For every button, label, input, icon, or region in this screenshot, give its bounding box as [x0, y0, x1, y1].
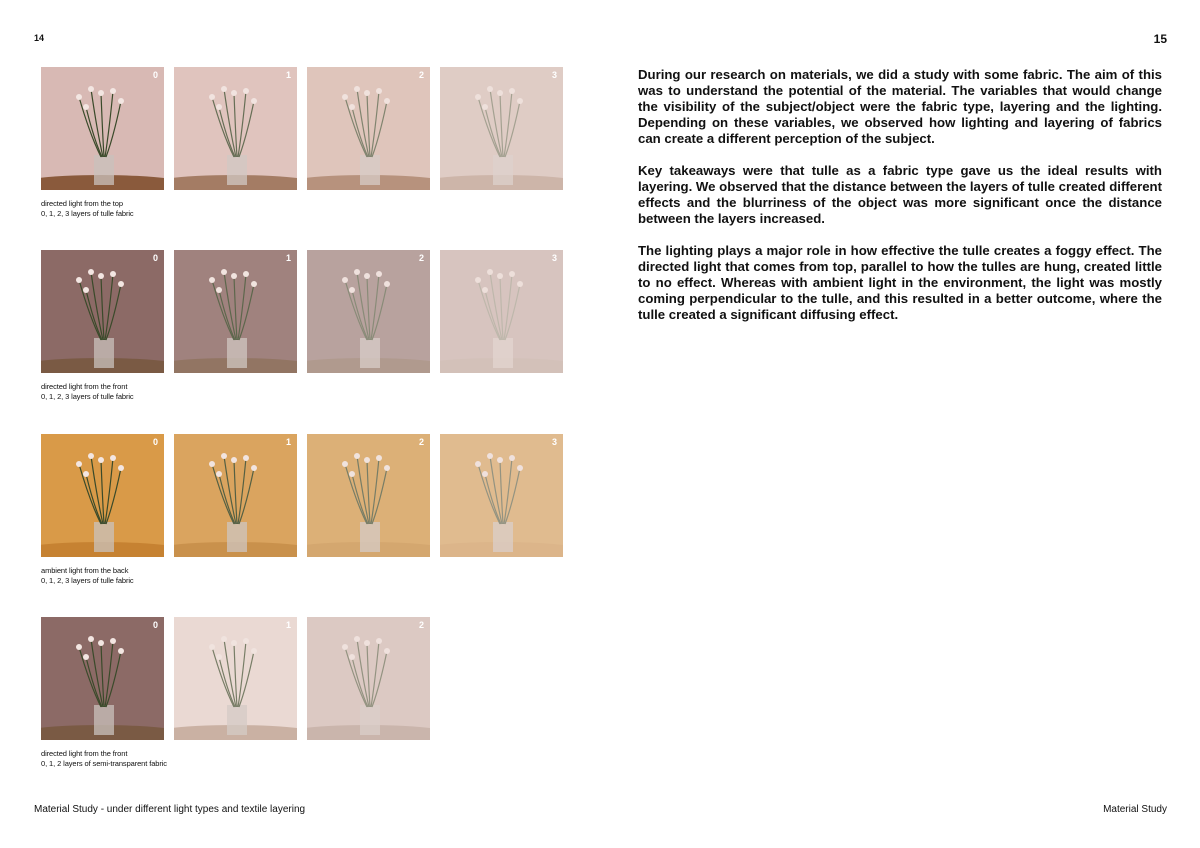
caption-layers: 0, 1, 2, 3 layers of tulle fabric: [41, 576, 134, 585]
fabric-veil: [440, 67, 563, 190]
photo-layer-number: 1: [285, 437, 291, 447]
page-number-right: 15: [1153, 32, 1167, 46]
photo-thumbnail: [440, 434, 563, 557]
photo-layer-number: 2: [418, 620, 424, 630]
photo-strip: [41, 67, 563, 190]
photo-thumbnail: [440, 250, 563, 373]
fabric-veil: [440, 434, 563, 557]
photo-strip: [41, 250, 563, 373]
photo-layer-number: 2: [418, 437, 424, 447]
photo-thumbnail: [174, 434, 297, 557]
footer-right: Material Study: [1103, 804, 1167, 815]
photo-layer-number: 2: [418, 253, 424, 263]
fabric-veil: [174, 434, 297, 557]
photo-thumbnail: [174, 617, 297, 740]
caption-light: ambient light from the back: [41, 566, 129, 575]
photo-thumbnail: [307, 434, 430, 557]
photo-strip: [41, 434, 563, 557]
fabric-veil: [307, 67, 430, 190]
photo-layer-number: 3: [551, 253, 557, 263]
photo-thumbnail: [41, 67, 164, 190]
fabric-veil: [174, 67, 297, 190]
fabric-veil: [307, 617, 430, 740]
caption-light: directed light from the top: [41, 199, 123, 208]
photo-layer-number: 1: [285, 70, 291, 80]
fabric-veil: [440, 250, 563, 373]
photo-thumbnail: [41, 250, 164, 373]
caption-light: directed light from the front: [41, 749, 128, 758]
fabric-veil: [174, 250, 297, 373]
photo-thumbnail: [440, 67, 563, 190]
photo-row: [41, 434, 563, 586]
caption-light: directed light from the front: [41, 382, 128, 391]
photo-caption: [41, 749, 430, 769]
photo-thumbnail: [41, 434, 164, 557]
fabric-veil: [41, 67, 164, 190]
paragraph-2: Key takeaways were that tulle as a fabric type gave us the ideal results with layering. We observed that the distance between the layers of tulle created different effects and the blurriness of the object was more significant once the distance between the layers increased.: [638, 163, 1162, 226]
page-number-left: 14: [34, 33, 45, 43]
caption-layers: 0, 1, 2, 3 layers of tulle fabric: [41, 392, 134, 401]
paragraph-1: During our research on materials, we did a study with some fabric. The aim of this was to understand the potential of the material. The variables that would change the visibility of the subject/object were the fabric type, layering and the lighting. Depending on these variables, we observed how lighting and layering of fabrics can create a different perception of the subject.: [638, 67, 1162, 146]
photo-layer-number: 3: [551, 70, 557, 80]
footer-left: Material Study - under different light types and textile layering: [34, 804, 306, 815]
photo-thumbnail: [174, 67, 297, 190]
photo-row: [41, 250, 563, 402]
fabric-veil: [307, 250, 430, 373]
photo-layer-number: 0: [152, 620, 158, 630]
photo-row: [41, 617, 430, 769]
photo-strip: [41, 617, 430, 740]
photo-thumbnail: [307, 617, 430, 740]
photo-layer-number: 0: [152, 70, 158, 80]
photo-layer-number: 0: [152, 437, 158, 447]
photo-row: [41, 67, 563, 219]
fabric-veil: [41, 617, 164, 740]
body-text: [638, 67, 1162, 339]
photo-caption: [41, 382, 563, 402]
photo-layer-number: 3: [551, 437, 557, 447]
photo-caption: [41, 199, 563, 219]
photo-caption: [41, 566, 563, 586]
caption-layers: 0, 1, 2, 3 layers of tulle fabric: [41, 209, 134, 218]
photo-thumbnail: [307, 67, 430, 190]
fabric-veil: [307, 434, 430, 557]
photo-layer-number: 1: [285, 620, 291, 630]
caption-layers: 0, 1, 2 layers of semi-transparent fabric: [41, 759, 167, 768]
paragraph-3: The lighting plays a major role in how effective the tulle creates a foggy effect. The directed light that comes from top, parallel to how the tulles are hung, created little to no effect. Whereas with ambient light in the environment, the light was mostly coming perpendicular to the tulle, and this resulted in a better outcome, where the tulle created a significant diffusing effect.: [638, 243, 1162, 322]
fabric-veil: [41, 250, 164, 373]
fabric-veil: [41, 434, 164, 557]
photo-layer-number: 0: [152, 253, 158, 263]
photo-layer-number: 2: [418, 70, 424, 80]
photo-layer-number: 1: [285, 253, 291, 263]
photo-thumbnail: [307, 250, 430, 373]
fabric-veil: [174, 617, 297, 740]
photo-thumbnail: [41, 617, 164, 740]
photo-thumbnail: [174, 250, 297, 373]
